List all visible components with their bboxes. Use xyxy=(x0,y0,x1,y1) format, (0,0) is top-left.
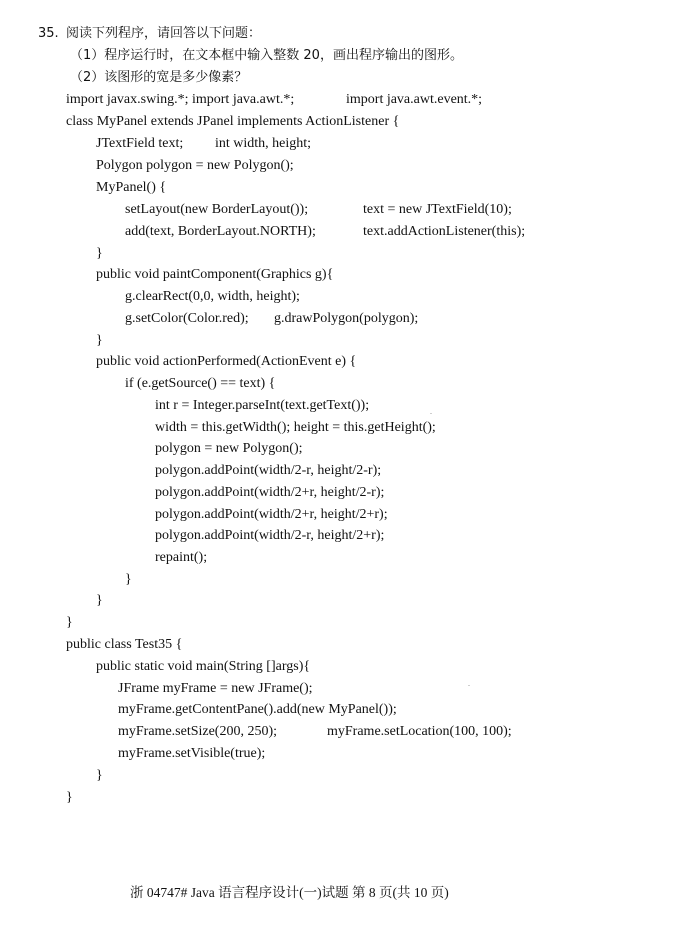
scan-speck xyxy=(468,685,470,686)
code-line-28: JFrame myFrame = new JFrame(); xyxy=(118,681,313,696)
code-line-26: public class Test35 { xyxy=(66,637,183,652)
code-line-33: } xyxy=(66,790,73,805)
code-line-1a: import javax.swing.*; import java.awt.*; xyxy=(66,92,295,107)
code-line-17: polygon = new Polygon(); xyxy=(155,441,303,456)
code-line-1b: import java.awt.event.*; xyxy=(346,92,483,107)
code-line-4: Polygon polygon = new Polygon(); xyxy=(96,158,294,173)
code-line-22: repaint(); xyxy=(155,550,208,565)
code-line-15: int r = Integer.parseInt(text.getText()); xyxy=(155,398,370,413)
code-line-9: public void paintComponent(Graphics g){ xyxy=(96,267,334,282)
page-footer: 浙 04747# Java 语言程序设计(一)试题 第 8 页(共 10 页) xyxy=(130,885,449,900)
question-title: 阅读下列程序，请回答以下问题： xyxy=(66,26,262,41)
code-line-14: if (e.getSource() == text) { xyxy=(125,376,276,391)
code-line-18: polygon.addPoint(width/2-r, height/2-r); xyxy=(155,463,382,478)
code-line-25: } xyxy=(66,615,73,630)
question-part-2: （2）该图形的宽是多少像素？ xyxy=(70,70,248,85)
code-line-32: } xyxy=(96,768,103,783)
scan-speck xyxy=(430,413,432,414)
code-line-30a: myFrame.setSize(200, 250); xyxy=(118,724,278,739)
code-line-2: class MyPanel extends JPanel implements ActionListener { xyxy=(66,114,400,129)
code-line-3b: int width, height; xyxy=(215,136,312,151)
code-line-21: polygon.addPoint(width/2-r, height/2+r); xyxy=(155,528,385,543)
question-number: 35. xyxy=(38,26,59,41)
code-line-5: MyPanel() { xyxy=(96,180,167,195)
code-line-11a: g.setColor(Color.red); xyxy=(125,311,249,326)
code-line-6a: setLayout(new BorderLayout()); xyxy=(125,202,309,217)
code-line-24: } xyxy=(96,593,103,608)
code-line-20: polygon.addPoint(width/2+r, height/2+r); xyxy=(155,507,388,522)
code-line-13: public void actionPerformed(ActionEvent e) { xyxy=(96,354,357,369)
code-line-10: g.clearRect(0,0, width, height); xyxy=(125,289,300,304)
code-line-11b: g.drawPolygon(polygon); xyxy=(274,311,419,326)
question-part-1: （1）程序运行时，在文本框中输入整数 20，画出程序输出的图形。 xyxy=(70,48,463,63)
code-line-19: polygon.addPoint(width/2+r, height/2-r); xyxy=(155,485,385,500)
code-line-23: } xyxy=(125,572,132,587)
code-line-27: public static void main(String []args){ xyxy=(96,659,311,674)
code-line-16: width = this.getWidth(); height = this.getHeight(); xyxy=(155,420,436,435)
code-line-31: myFrame.setVisible(true); xyxy=(118,746,266,761)
code-line-29: myFrame.getContentPane().add(new MyPanel()); xyxy=(118,702,397,717)
code-line-3a: JTextField text; xyxy=(96,136,184,151)
code-line-12: } xyxy=(96,333,103,348)
code-line-8: } xyxy=(96,246,103,261)
code-line-7a: add(text, BorderLayout.NORTH); xyxy=(125,224,316,239)
code-line-7b: text.addActionListener(this); xyxy=(363,224,526,239)
code-line-6b: text = new JTextField(10); xyxy=(363,202,512,217)
code-line-30b: myFrame.setLocation(100, 100); xyxy=(327,724,512,739)
